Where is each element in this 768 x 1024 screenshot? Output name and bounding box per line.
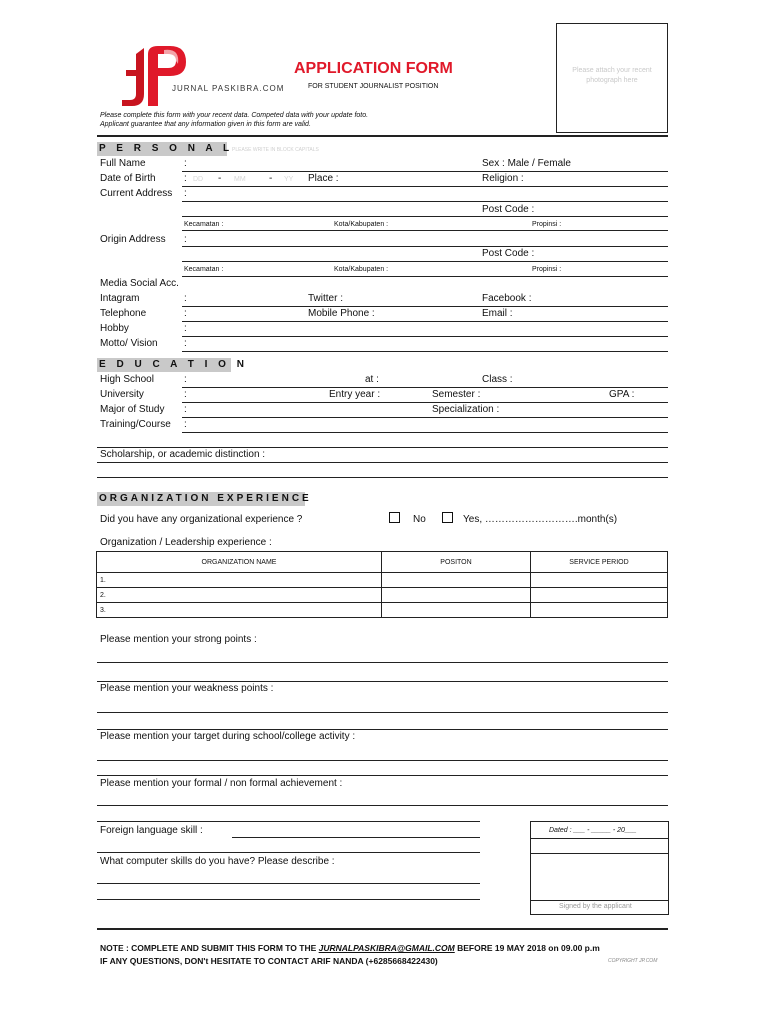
colon: : — [184, 173, 187, 184]
strong-points-field[interactable] — [97, 662, 668, 663]
label-kota: Kota/Kabupaten : — [334, 266, 389, 273]
row-number: 1. — [97, 573, 382, 588]
weakness-points-field[interactable] — [97, 712, 668, 713]
table-row[interactable] — [97, 588, 668, 603]
label-kecamatan: Kecamatan : — [184, 221, 224, 228]
org-list-label: Organization / Leadership experience : — [100, 537, 272, 548]
page-title: APPLICATION FORM — [294, 60, 453, 77]
label-motto: Motto/ Vision — [100, 338, 158, 349]
language-skill-field-2[interactable] — [97, 852, 480, 853]
label-post-code: Post Code : — [482, 204, 535, 215]
colon: : — [184, 389, 187, 400]
label-semester: Semester : — [432, 389, 481, 400]
origin-region-field[interactable] — [182, 276, 668, 277]
row-number: 3. — [97, 603, 382, 618]
dob-day[interactable]: DD — [193, 176, 204, 183]
position-cell[interactable] — [382, 588, 531, 603]
organization-table — [96, 551, 668, 618]
current-region-field[interactable] — [182, 230, 668, 231]
dob-year[interactable]: YY — [284, 176, 294, 183]
label-university: University — [100, 389, 144, 400]
label-propinsi: Propinsi : — [532, 221, 562, 228]
label-class: Class : — [482, 374, 513, 385]
major-field[interactable] — [182, 417, 668, 418]
footer-note — [100, 943, 600, 953]
divider — [531, 838, 668, 839]
target-field[interactable] — [97, 760, 668, 761]
current-address-field[interactable] — [182, 201, 668, 202]
strong-points-field-2[interactable] — [97, 681, 668, 682]
target-field-2[interactable] — [97, 775, 668, 776]
footer-divider — [97, 928, 668, 930]
logo-mark-icon — [118, 40, 190, 108]
period-cell[interactable] — [531, 603, 668, 618]
colon: : — [184, 338, 187, 349]
section-personal-heading: P E R S O N A L — [99, 143, 234, 154]
label-place: Place : — [308, 173, 339, 184]
col-position: POSITON — [382, 552, 531, 573]
full-name-field[interactable] — [182, 171, 668, 172]
label-major: Major of Study — [100, 404, 165, 415]
photo-placeholder-text: Please attach your recent photograph here — [572, 67, 652, 84]
computer-skills-field[interactable] — [97, 883, 480, 884]
dob-field[interactable] — [182, 186, 668, 187]
col-org-name: ORGANIZATION NAME — [97, 552, 382, 573]
weakness-points-field-2[interactable] — [97, 729, 668, 730]
label-telephone: Telephone — [100, 308, 147, 319]
label-full-name: Full Name — [100, 158, 146, 169]
colon: : — [184, 158, 187, 169]
colon: : — [184, 293, 187, 304]
label-hobby: Hobby — [100, 323, 129, 334]
table-header-row — [97, 552, 668, 573]
label-twitter: Twitter : — [308, 293, 344, 304]
divider — [531, 900, 668, 901]
instruction-line-1: Please complete this form with your recent data. Competed data with your update foto. — [100, 112, 369, 119]
label-religion: Religion : — [482, 173, 524, 184]
label-strong-points: Please mention your strong points : — [100, 634, 257, 645]
label-weakness-points: Please mention your weakness points : — [100, 683, 274, 694]
label-kota: Kota/Kabupaten : — [334, 221, 389, 228]
label-at: at : — [365, 374, 379, 385]
logo — [118, 40, 190, 108]
label-achievement: Please mention your formal / non formal achievement : — [100, 778, 343, 789]
colon: : — [184, 234, 187, 245]
label-kecamatan: Kecamatan : — [184, 266, 224, 273]
colon: : — [184, 404, 187, 415]
label-specialization: Specialization : — [432, 404, 500, 415]
divider — [97, 135, 668, 137]
origin-address-field[interactable] — [182, 246, 668, 247]
label-gpa: GPA : — [609, 389, 635, 400]
dated-field[interactable]: Dated : ___ - _____ - 20___ — [549, 827, 637, 834]
colon: : — [184, 419, 187, 430]
hobby-field[interactable] — [182, 336, 668, 337]
label-mobile: Mobile Phone : — [308, 308, 375, 319]
label-current-address: Current Address — [100, 188, 173, 199]
label-high-school: High School — [100, 374, 154, 385]
period-cell[interactable] — [531, 588, 668, 603]
label-propinsi: Propinsi : — [532, 266, 562, 273]
section-education-heading: E D U C A T I O N — [99, 359, 248, 370]
label-training: Training/Course — [100, 419, 171, 430]
block-capitals-hint: PLEASE WRITE IN BLOCK CAPITALS — [232, 147, 319, 153]
position-cell[interactable] — [382, 573, 531, 588]
label-instagram: Intagram — [100, 293, 140, 304]
no-checkbox[interactable] — [389, 512, 400, 523]
divider — [531, 853, 668, 854]
note-prefix: NOTE : COMPLETE AND SUBMIT THIS FORM TO THE — [100, 943, 319, 953]
colon: : — [184, 323, 187, 334]
signed-label: Signed by the applicant — [559, 903, 632, 910]
table-row[interactable] — [97, 603, 668, 618]
label-language-skill: Foreign language skill : — [100, 825, 203, 836]
label-sex: Sex : Male / Female — [482, 158, 571, 169]
dash: - — [218, 173, 222, 184]
colon: : — [184, 308, 187, 319]
telephone-field[interactable] — [182, 321, 668, 322]
yes-label: Yes, ……………………….month(s) — [463, 514, 618, 525]
period-cell[interactable] — [531, 573, 668, 588]
yes-checkbox[interactable] — [442, 512, 453, 523]
logo-text: JURNAL PASKIBRA.COM — [172, 84, 285, 93]
row-number: 2. — [97, 588, 382, 603]
dash: - — [269, 173, 273, 184]
label-facebook: Facebook : — [482, 293, 532, 304]
dob-month[interactable]: MM — [234, 176, 246, 183]
label-origin-address: Origin Address — [100, 234, 166, 245]
language-skill-field[interactable] — [232, 837, 480, 838]
scholarship-field-2[interactable] — [97, 477, 668, 478]
instruction-line-2: Applicant guarantee that any information given in this form are valid. — [100, 121, 311, 128]
note-suffix: BEFORE 19 MAY 2018 on 09.00 p.m — [454, 943, 600, 953]
email-link[interactable]: JURNALPASKIBRA@GMAIL.COM — [318, 943, 455, 953]
label-target: Please mention your target during school/college activity : — [100, 731, 356, 742]
page-subtitle: FOR STUDENT JOURNALIST POSITION — [308, 83, 439, 90]
position-cell[interactable] — [382, 603, 531, 618]
copyright: COPYRIGHT JP.COM — [608, 958, 658, 964]
label-post-code: Post Code : — [482, 248, 535, 259]
col-service-period: SERVICE PERIOD — [531, 552, 668, 573]
motto-field[interactable] — [182, 351, 668, 352]
achievement-field[interactable] — [97, 805, 668, 806]
photo-box[interactable] — [556, 23, 668, 133]
signature-box[interactable] — [530, 821, 669, 915]
footer-contact: IF ANY QUESTIONS, DON't HESITATE TO CONTACT ARIF NANDA (+6285668422430) — [100, 956, 438, 966]
training-field[interactable] — [182, 432, 668, 433]
label-media-social: Media Social Acc. — [100, 278, 179, 289]
no-label: No — [413, 514, 426, 525]
label-scholarship: Scholarship, or academic distinction : — [100, 449, 266, 460]
training-field-2[interactable] — [97, 447, 668, 448]
divider — [97, 821, 480, 822]
origin-address-field-2[interactable] — [182, 261, 668, 262]
label-email: Email : — [482, 308, 513, 319]
section-organization-heading: ORGANIZATION EXPERIENCE — [99, 493, 312, 504]
label-dob: Date of Birth — [100, 173, 156, 184]
label-computer-skills: What computer skills do you have? Please describe : — [100, 856, 335, 867]
colon: : — [184, 374, 187, 385]
social-field[interactable] — [182, 306, 668, 307]
computer-skills-field-2[interactable] — [97, 899, 480, 900]
label-entry-year: Entry year : — [329, 389, 381, 400]
colon: : — [184, 188, 187, 199]
table-row[interactable] — [97, 573, 668, 588]
org-question: Did you have any organizational experience ? — [100, 514, 303, 525]
high-school-field[interactable] — [182, 387, 668, 388]
scholarship-field[interactable] — [97, 462, 668, 463]
university-field[interactable] — [182, 402, 668, 403]
current-address-field-2[interactable] — [182, 216, 668, 217]
